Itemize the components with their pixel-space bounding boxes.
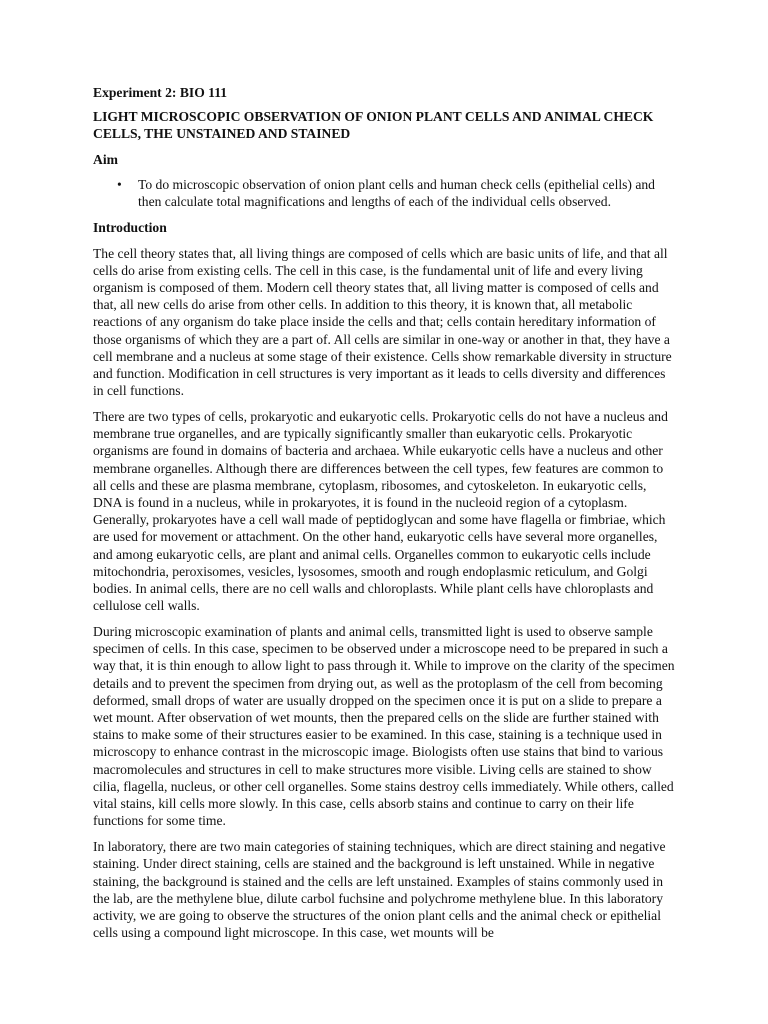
aim-list-item: [93, 176, 677, 210]
document-title: LIGHT MICROSCOPIC OBSERVATION OF ONION PLANT CELLS AND ANIMAL CHECK CELLS, THE UNSTAINED AND STAINED: [93, 109, 654, 141]
aim-item-text: To do microscopic observation of onion plant cells and human check cells (epithelial cells) and then calculate total magnifications and lengths of each of the individual cells observed.: [138, 177, 655, 210]
introduction-paragraph-1: The cell theory states that, all living things are composed of cells which are basic units of life, and that all cells do arise from existing cells. The cell in this case, is the fundamental unit of life and every living organism is composed of them. Modern cell theory states that, all living matter is composed of cells and that, all new cells do arise from other cells. In addition to this theory, it is known that, all metabolic reactions of any organism do take place inside the cells and that; cells contain hereditary information of those organisms of which they are a part of. All cells are similar in one-way or another in that, they have a cell membrane and a nucleus at some stage of their existence. Cells show remarkable diversity in structure and function. Modification in cell structures is very important as it leads to cells diversity and differences in cell functions.: [93, 245, 672, 399]
introduction-paragraph-3: During microscopic examination of plants and animal cells, transmitted light is used to observe sample specimen of cells. In this case, specimen to be observed under a microscope need to be prepared in such a way that, it is thin enough to allow light to pass through it. While to improve on the clarity of the specimen details and to prevent the specimen from drying out, as well as the protoplasm of the cell from becoming deformed, small drops of water are usually dropped on the specimen once it is put on a slide to prepare a wet mount. After observation of wet mounts, then the prepared cells on the slide are further stained with stains to make some of their structures easier to be examined. In this case, staining is a technique used in microscopy to enhance contrast in the microscopic image. Biologists often use stains that bind to various macromolecules and structures in cell to make structures more visible. Living cells are stained to show cilia, flagella, nucleus, or other cell organelles. Some stains destroy cells immediately. While others, called vital stains, kill cells more slowly. In this case, cells absorb stains and continue to carry on their life functions for some time.: [93, 624, 675, 829]
introduction-paragraph-2: There are two types of cells, prokaryotic and eukaryotic cells. Prokaryotic cells do not have a nucleus and membrane true organelles, and are typically significantly smaller than eukaryotic cells. Prokaryotic organisms are found in domains of bacteria and archaea. While eukaryotic cells have a nucleus and other membrane organelles. Although there are differences between the cell types, few features are common to all cells and these are plasma membrane, cytoplasm, ribosomes, and cytoskeleton. In eukaryotic cells, DNA is found in a nucleus, while in prokaryotes, it is found in the nucleoid region of a cytoplasm. Generally, prokaryotes have a cell wall made of peptidoglycan and some have flagella or fimbriae, which are used for movement or attachment. On the other hand, eukaryotic cells have several more organelles, and among eukaryotic cells, are plant and animal cells. Organelles common to eukaryotic cells include mitochondria, peroxisomes, vesicles, lysosomes, smooth and rough endoplasmic reticulum, and Golgi bodies. In animal cells, there are no cell walls and chloroplasts. While plant cells have chloroplasts and cellulose cell walls.: [93, 409, 668, 614]
introduction-heading: Introduction: [93, 220, 167, 236]
document-page: [93, 84, 677, 950]
aim-list: [93, 176, 677, 210]
experiment-label: Experiment 2: BIO 111: [93, 85, 228, 100]
aim-heading: Aim: [93, 151, 118, 167]
bullet-icon: •: [117, 177, 122, 192]
introduction-paragraph-4: In laboratory, there are two main categories of staining techniques, which are direct staining and negative staining. Under direct staining, cells are stained and the background is left unstained. While in negative staining, the background is stained and the cells are left unstained. Examples of stains commonly used in the lab, are the methylene blue, dilute carbol fuchsine and polychrome methylene blue. In this laboratory activity, we are going to observe the structures of the onion plant cells and the animal check or epithelial cells using a compound light microscope. In this case, wet mounts will be: [93, 839, 666, 941]
